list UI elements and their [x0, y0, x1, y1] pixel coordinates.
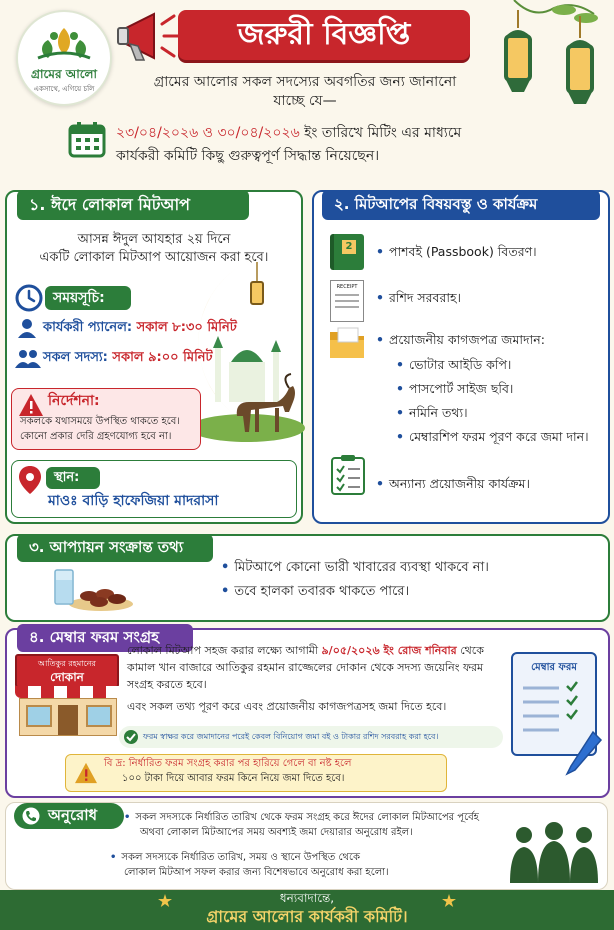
content-subitem-2: • পাসপোর্ট সাইজ ছবি। [396, 381, 514, 396]
refreshment-item-1: • মিটআপে কোনো ভারী খাবারের ব্যবস্থা থাকবে না। [221, 560, 489, 575]
meeting-decision-line: কার্যকরী কমিটি কিছু গুরুত্বপূর্ণ সিদ্ধান্ত নিয়েছেন। [116, 148, 380, 164]
logo-name: গ্রামের আলো [31, 67, 97, 81]
request-1-line-2: অথবা লোকাল মিটআপের সময় অবশ্যই জমা দেয়ারার অনুরোধ রইল। [140, 827, 413, 838]
notice-line-1: সকলকে যথাসময়ে উপস্থিত থাকতে হবে। [20, 416, 180, 427]
meetup-desc-2: একটি লোকাল মিটআপ আয়োজন করা হবে। [39, 250, 269, 265]
content-item-3: • প্রয়োজনীয় কাগজপত্র জমাদান: [376, 332, 545, 347]
form-title: মেম্বার ফরম [531, 662, 577, 673]
receipt-icon [330, 280, 364, 322]
location-pin-icon [18, 465, 42, 495]
content-item-1: • পাশবই (Passbook) বিতরণ। [376, 244, 537, 259]
phone-icon [22, 807, 40, 825]
form-para-4: এবং সকল তথ্য পূরণ করে এবং প্রয়োজনীয় কাগজপত্রসহ জমা দিতে হবে। [127, 700, 447, 713]
mosque-goat-illustration [187, 252, 307, 452]
warning-icon [18, 393, 44, 417]
group-icon [15, 348, 41, 368]
calendar-icon [68, 120, 106, 158]
person-icon [17, 318, 37, 338]
section-2-heading: ২. মিটআপের বিষয়বস্তু ও কার্যক্রম [322, 190, 600, 220]
dates-water-icon [51, 566, 135, 612]
praying-people-icon [506, 821, 602, 883]
passbook-icon [330, 234, 364, 270]
intro-line-1: গ্রামের আলোর সকল সদস্যের অবগতির জন্য জানানো [153, 74, 457, 90]
footer [0, 890, 614, 930]
notice-line-2: কোনো প্রকার দেরি গ্রহণযোগ্য হবে না। [20, 431, 172, 442]
request-2-line-2: লোকাল মিটআপ সফল করার জন্য বিশেষভাবে অনুরোধ করা হলো। [124, 867, 389, 878]
refreshment-item-2: • তবে হালকা তবারক থাকতে পারে। [221, 584, 410, 599]
footer-org: গ্রামের আলোর কার্যকরী কমিটি। [206, 907, 408, 926]
title-banner [178, 10, 470, 60]
content-subitem-3: • নমিনি তথ্য। [396, 405, 468, 420]
shop-sign: আতিকুর রহমানের দোকান [15, 654, 119, 688]
clock-icon [15, 284, 43, 312]
logo [16, 10, 112, 106]
content-item-4: • অন্যান্য প্রয়োজনীয় কার্যক্রম। [376, 476, 530, 491]
content-subitem-4: • মেম্বারশিপ ফরম পূরণ করে জমা দান। [396, 429, 589, 444]
pen-icon [563, 730, 603, 780]
section-local-meetup [5, 190, 303, 524]
request-1-line-1: • সকল সদস্যকে নির্ধারিত তারিখ থেকে ফরম সংগ্রহ করে ঈদের লোকাল মিটআপের পূর্বেহ [124, 812, 479, 823]
meeting-dates: ২৩/০৪/২০২৬ ও ৩০/০৪/২০২৬ [116, 125, 300, 141]
request-2-line-1: • সকল সদস্যকে নির্ধারিত তারিখ, সময় ও স্থানে উপস্থিত থেকে [110, 852, 361, 863]
content-item-2: • রশিদ সরবরাহ। [376, 290, 462, 305]
logo-tagline: একসাথে, এগিয়ে চলি [33, 85, 95, 93]
intro-line-2: যাচ্ছে যে— [273, 93, 337, 109]
section-1-heading: ১. ঈদে লোকাল মিটআপ [17, 190, 249, 220]
warning-line-2: ১০০ টাকা দিয়ে আবার ফরম কিনে নিয়ে জমা দিতে হবে। [122, 773, 345, 784]
notice-label: নির্দেশনা: [48, 393, 100, 409]
meeting-dates-rest: ইং তারিখে মিটিং এর মাধ্যমে [299, 125, 462, 141]
passbook-number: 2 [342, 240, 356, 254]
section-5-heading: অনুরোধ [14, 803, 124, 829]
section-3-heading: ৩. আপ্যায়ন সংক্রান্ত তথ্য [17, 534, 213, 562]
section-refreshment [5, 534, 610, 622]
check-note-box [119, 726, 503, 748]
megaphone-icon [116, 6, 186, 66]
folder-icon [328, 326, 366, 360]
header [0, 0, 614, 185]
section-meetup-content [312, 190, 610, 524]
meeting-dates-line [116, 125, 586, 143]
section-member-form [5, 628, 610, 798]
place-value: মাওঃ বাড়ি হাফেজিয়া মাদরাসা [48, 493, 219, 509]
warning-icon [74, 762, 98, 784]
form-para-2: কামাল খান বাজারে আতিকুর রহমান রাজ্জেলের দোকান থেকে সদস্য জয়েনিং ফরম [127, 661, 484, 674]
schedule-label: সময়সূচি: [45, 286, 131, 310]
section-request [5, 802, 608, 890]
receipt-label: RECEIPT [336, 284, 358, 290]
meetup-desc-1: আসন্ন ঈদুল আযহার ২য় দিনে [77, 232, 231, 247]
schedule-row-panel: কার্যকরী প্যানেল: সকাল ৮:৩০ মিনিট [43, 320, 237, 335]
checklist-icon [330, 454, 366, 496]
schedule-row-members: সকল সদস্য: সকাল ৯:০০ মিনিট [43, 350, 213, 365]
warning-box [65, 754, 447, 792]
footer-thanks: ধন্যবাদান্তে, [279, 891, 335, 905]
place-label: স্থান: [46, 467, 100, 489]
lantern-icon [494, 0, 604, 130]
content-subitem-1: • ভোটার আইডি কপি। [396, 357, 512, 372]
shop-illustration [15, 654, 119, 734]
place-box [11, 460, 297, 518]
notice-box [11, 388, 201, 450]
form-para-3: সংগ্রহ করতে হবে। [127, 678, 207, 691]
section-4-heading: ৪. মেম্বার ফরম সংগ্রহ [17, 624, 193, 652]
warning-line-1: বি দ্র: নির্ধারিত ফরম সংগ্রহ করার পর হারিয়ে গেলে বা নষ্ট হলে [104, 758, 352, 769]
check-circle-icon [123, 729, 139, 745]
check-note: ফরম স্বাক্ষর করে জমাদানের পরেই কেবল বিনিয়োগ জমা বই ও টাকার রশিদ সরবরাহ করা হবে। [143, 731, 439, 741]
form-para-1: লোকাল মিটআপ সহজ করার লক্ষ্যে আগামী ৯/০৫/২০২৬ ইং রোজ শনিবার থেকে [127, 644, 484, 657]
page-title: জরুরী বিজ্ঞপ্তি [237, 16, 411, 52]
people-leaf-icon [18, 18, 110, 68]
